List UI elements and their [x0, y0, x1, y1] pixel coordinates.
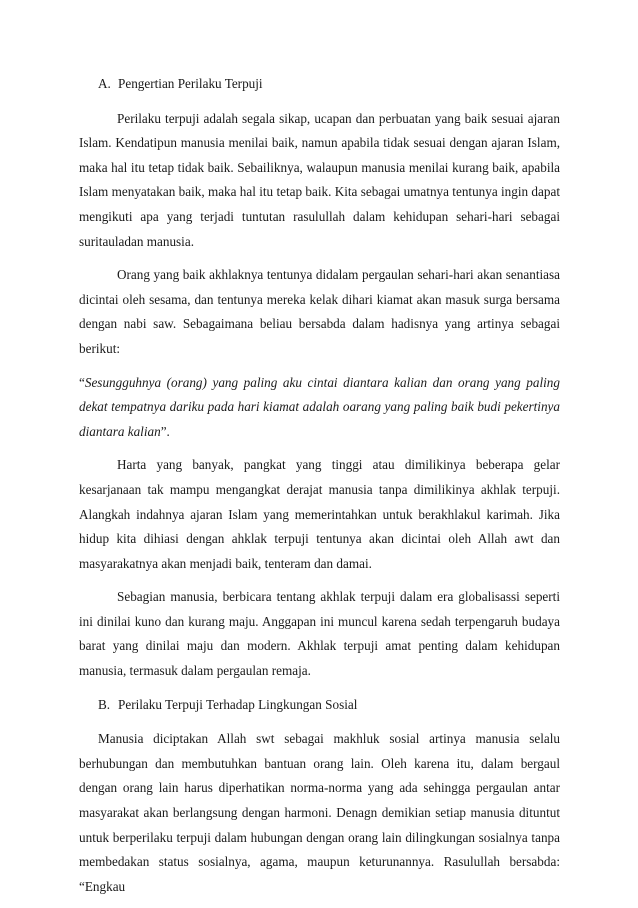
quote-close-mark: ”.	[160, 423, 170, 439]
quote-open-mark: “	[79, 374, 85, 390]
section-b-paragraph-1: Manusia diciptakan Allah swt sebagai makhluk sosial artinya manusia selalu berhubungan dan membutuhkan bantuan orang lain. Oleh karena itu, dalam bergaul dengan orang lain harus diperhatikan norma-norma yang ada sehingga pergaulan antar masyarakat akan berlangsung dengan harmoni. Denagn demikian setiap manusia dituntut untuk berperilaku terpuji dalam hubungan dengan orang lain dilingkungan sosialnya tanpa membedakan status sosialnya, agama, maupun keturunannya. Rasulullah bersabda: “Engkau	[79, 731, 560, 894]
hadith-quote	[79, 371, 560, 445]
section-a-paragraph-2: Orang yang baik akhlaknya tentunya didalam pergaulan sehari-hari akan senantiasa dicintai oleh sesama, dan tentunya mereka kelak dihari kiamat akan masuk surga bersama dengan nabi saw. Sebagaimana beliau bersabda dalam hadisnya yang artinya sebagai berikut:	[79, 267, 560, 356]
section-b-marker: B.	[98, 696, 111, 712]
section-a-heading	[79, 72, 560, 97]
section-b-heading	[79, 693, 560, 718]
section-a-title: Pengertian Perilaku Terpuji	[118, 76, 263, 91]
section-a-marker: A.	[98, 76, 111, 91]
section-a-paragraph-3: Harta yang banyak, pangkat yang tinggi atau dimilikinya beberapa gelar kesarjanaan tak mampu mengangkat derajat manusia tanpa dimilikinya akhlak terpuji. Alangkah indahnya ajaran Islam yang memerintahkan untuk berakhlakul karimah. Jika hidup kita dihiasi dengan ahklak terpuji tentunya akan dicintai oleh Allah awt dan masyarakatnya akan menjadi baik, tenteram dan damai.	[79, 457, 560, 571]
quote-text: Sesungguhnya (orang) yang paling aku cintai diantara kalian dan orang yang paling dekat tempatnya dariku pada hari kiamat adalah oarang yang paling baik budi pekertinya diantara kalian	[79, 374, 560, 439]
section-a-paragraph-4: Sebagian manusia, berbicara tentang akhlak terpuji dalam era globalisassi seperti ini dinilai kuno dan kurang maju. Anggapan ini muncul karena sedah terpengaruh budaya barat yang dinilai maju dan modern. Akhlak terpuji amat penting dalam kehidupan manusia, termasuk dalam pergaulan remaja.	[79, 589, 560, 679]
section-b-title: Perilaku Terpuji Terhadap Lingkungan Sosial	[118, 696, 358, 712]
section-a-paragraph-1: Perilaku terpuji adalah segala sikap, ucapan dan perbuatan yang baik sesuai ajaran Islam. Kendatipun manusia menilai baik, namun apabila tidak sesuai dengan ajaran Islam, maka hal itu tetap tidak baik. Sebailiknya, walaupun manusia menilai kurang baik, apabila Islam menyatakan baik, maka hal itu tetap baik. Kita sebagai umatnya tentunya ingin dapat mengikuti apa yang terjadi tuntutan rasulullah dalam kehidupan sehari-hari sebagai suritauladan manusia.	[79, 110, 560, 249]
document-page	[79, 72, 560, 908]
